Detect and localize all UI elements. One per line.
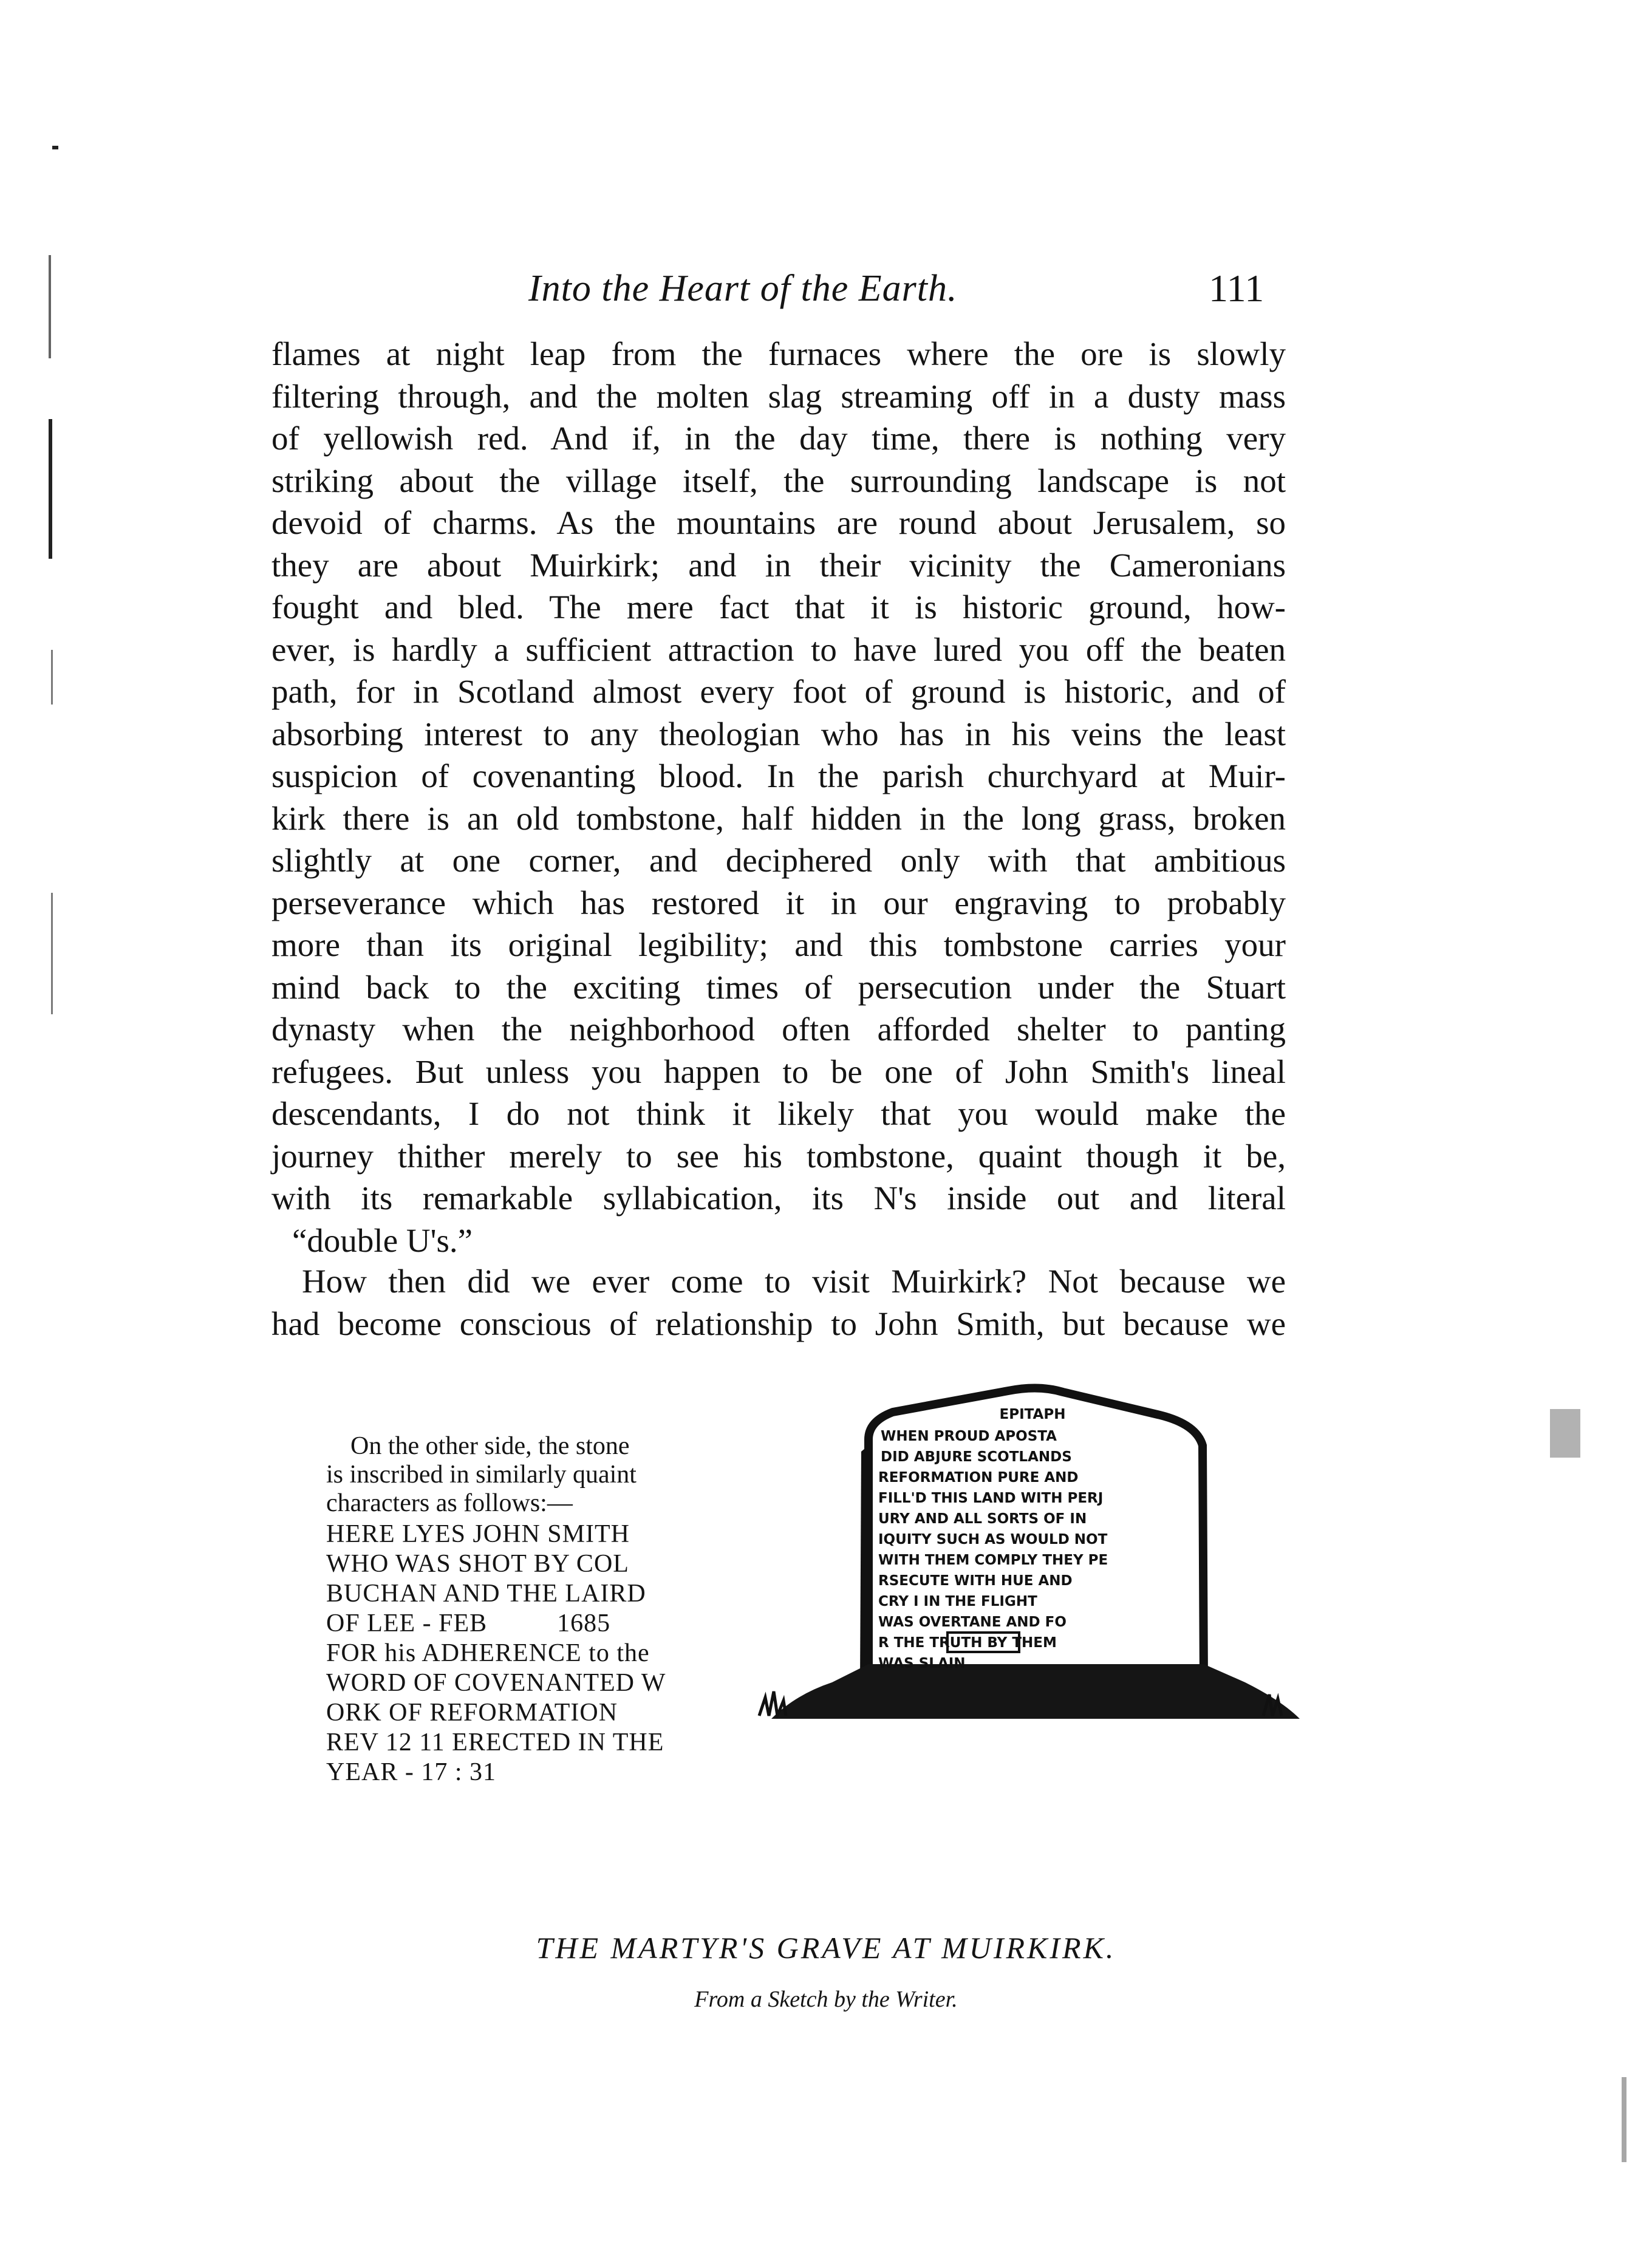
text-line: On the other side, the stone <box>350 1432 630 1460</box>
figure-caption: THE MARTYR'S GRAVE AT MUIRKIRK. <box>536 1931 1116 1965</box>
epitaph-line: IQUITY SUCH AS WOULD NOT <box>878 1532 1108 1548</box>
inscription-line: FOR his ADHERENCE to the <box>326 1639 650 1667</box>
text-line: had become conscious of relationship to John Smith, but because we <box>271 1305 1286 1342</box>
inscription-intro <box>326 1432 715 1518</box>
inscription-line: WHO WAS SHOT BY COL <box>326 1550 629 1578</box>
tombstone-shadow <box>860 1445 869 1682</box>
grass-ground <box>771 1664 1300 1719</box>
text-line: dynasty when the neighborhood often afforded shelter to panting <box>271 1011 1286 1048</box>
text-line: How then did we ever come to visit Muirkirk? Not because we <box>302 1263 1286 1300</box>
epitaph-line: DID ABJURE SCOTLANDS <box>881 1449 1072 1465</box>
epitaph-line: WHEN PROUD APOSTA <box>881 1428 1057 1444</box>
epitaph-line: FILL'D THIS LAND WITH PERJ <box>878 1490 1104 1506</box>
running-header-title: Into the Heart of the Earth. <box>528 268 958 309</box>
text-line: devoid of charms. As the mountains are round about Jerusalem, so <box>271 504 1286 541</box>
inscription-line: WORD OF COVENANTED W <box>326 1669 666 1697</box>
epitaph-line: WAS OVERTANE AND FO <box>878 1614 1067 1630</box>
text-line: is inscribed in similarly quaint <box>326 1461 637 1489</box>
text-line: of yellowish red. And if, in the day time, there is nothing very <box>271 420 1286 457</box>
epitaph-line: CRY I IN THE FLIGHT <box>878 1594 1037 1609</box>
scan-mark <box>52 146 58 149</box>
inscription-line: ORK OF REFORMATION <box>326 1699 618 1727</box>
paragraph-2 <box>271 1260 1286 1345</box>
figure-credit: From a Sketch by the Writer. <box>694 1987 958 2012</box>
page-number: 111 <box>1209 267 1265 310</box>
text-line: they are about Muirkirk; and in their vicinity the Cameronians <box>271 546 1286 584</box>
inscription-line: REV 12 11 ERECTED IN THE <box>326 1729 664 1756</box>
inscription-line: HERE LYES JOHN SMITH <box>326 1520 630 1548</box>
epitaph-line: RSECUTE WITH HUE AND <box>878 1573 1073 1589</box>
epitaph-line: WAS SLAIN <box>878 1656 966 1671</box>
scan-mark <box>1622 2077 1626 2162</box>
text-line: perseverance which has restored it in our engraving to probably <box>271 884 1286 921</box>
epitaph-line: REFORMATION PURE AND <box>878 1470 1079 1486</box>
text-line: more than its original legibility; and this tombstone carries your <box>271 926 1286 963</box>
text-line: ever, is hardly a sufficient attraction to have lured you off the beaten <box>271 630 1286 668</box>
text-line: flames at night leap from the furnaces where the ore is slowly <box>271 335 1286 372</box>
text-line: journey thither merely to see his tombstone, quaint though it be, <box>271 1137 1286 1175</box>
text-line: path, for in Scotland almost every foot of ground is historic, and of <box>271 673 1286 710</box>
inscription-line: OF LEE - FEB 1685 <box>326 1609 611 1637</box>
text-line: absorbing interest to any theologian who has in his veins the least <box>271 715 1286 752</box>
text-line: filtering through, and the molten slag streaming off in a dusty mass <box>271 377 1286 415</box>
tombstone-illustration <box>747 1379 1306 1719</box>
scan-mark <box>51 893 53 1014</box>
inscription-line: BUCHAN AND THE LAIRD <box>326 1580 646 1608</box>
scan-mark <box>49 255 51 358</box>
inscription-line: YEAR - 17 : 31 <box>326 1758 496 1786</box>
text-line: characters as follows:— <box>326 1489 573 1517</box>
text-line: fought and bled. The mere fact that it is historic ground, how- <box>271 589 1286 626</box>
epitaph-line: WITH THEM COMPLY THEY PE <box>878 1552 1108 1568</box>
epitaph-line: R THE TRUTH BY THEM <box>878 1635 1057 1651</box>
text-line: “double U's.” <box>292 1221 473 1259</box>
text-line: striking about the village itself, the surrounding landscape is not <box>271 462 1286 499</box>
scan-mark <box>1550 1409 1580 1458</box>
epitaph-line: URY AND ALL SORTS OF IN <box>878 1511 1087 1527</box>
text-line: suspicion of covenanting blood. In the parish churchyard at Muir- <box>271 757 1286 794</box>
reverse-inscription <box>326 1520 715 1787</box>
epitaph-line: EPITAPH <box>999 1407 1066 1422</box>
text-line: mind back to the exciting times of persecution under the Stuart <box>271 968 1286 1006</box>
paragraph-1 <box>271 333 1286 1261</box>
text-line: descendants, I do not think it likely that you would make the <box>271 1095 1286 1132</box>
scan-mark <box>51 650 53 705</box>
text-line: refugees. But unless you happen to be one of John Smith's lineal <box>271 1053 1286 1090</box>
text-line: with its remarkable syllabication, its N's inside out and literal <box>271 1179 1286 1217</box>
text-line: slightly at one corner, and deciphered only with that ambitious <box>271 842 1286 879</box>
text-line: kirk there is an old tombstone, half hidden in the long grass, broken <box>271 799 1286 837</box>
scan-mark <box>49 419 52 559</box>
